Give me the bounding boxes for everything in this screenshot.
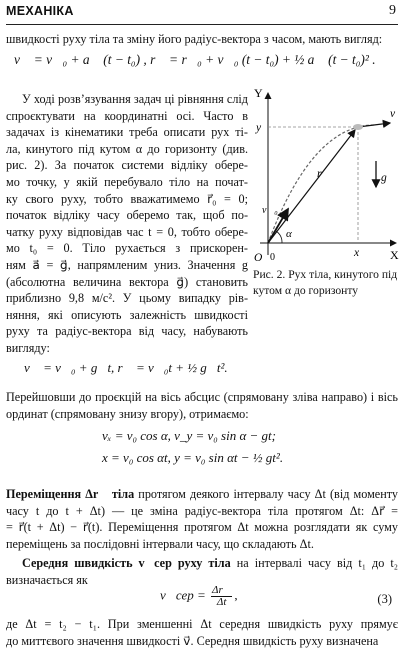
radius-vector-arrow	[268, 130, 355, 243]
avg-velocity-lhs: v⃗сер =	[160, 587, 206, 603]
zero-label: 0	[270, 252, 275, 263]
displacement-line-1: протягом деякого інтервалу часу Δt (від моменту	[138, 487, 398, 501]
para1-line: приблизно 9,8 м/с². У цьому випадку рів-	[6, 291, 248, 306]
page-number: 9	[389, 3, 396, 18]
fraction-numerator: Δr⃗	[212, 584, 232, 596]
intro-line: швидкості руху тіла та зміну його радіус-вектора з часом, мають вигляд:	[6, 32, 383, 46]
x-mark-label: x	[354, 247, 360, 259]
para1-line: ням a⃗ = g⃗, напрямленим униз. Значення g	[6, 257, 248, 272]
v0-vector-label: v⃗₀	[262, 205, 278, 216]
para1-line: рис. 2). За початок системи відліку обере-	[6, 158, 248, 173]
para1-line: ку свого руху, тобто вважатимемо r⃗₀ = 0;	[6, 191, 248, 206]
x-axis-label: X	[390, 248, 399, 262]
fraction-denominator: Δt	[216, 596, 227, 608]
para5-line: де Δt = t₂ − t₁. При зменшенні Δt середня швидкість руху прямує	[6, 617, 398, 631]
para1-line: (абсолютна величина вектора g⃗) становить	[6, 274, 248, 289]
figure-caption: Рис. 2. Рух тіла, кинутого під кутом α до горизонту	[253, 268, 398, 297]
y-axis-label: Y	[254, 86, 263, 100]
displacement-line-2: часу t до t + Δt) — це зміна радіус-вектора тіла протягом Δt: Δr⃗ =	[6, 503, 398, 518]
para1-line: мо t₀ = 0. Тіло рухається з прискорен-	[6, 241, 248, 256]
avg-velocity-comma: ,	[234, 587, 238, 603]
para2-line: Перейшовши до проєкцій на вісь абсцис (спрямовану зліва направо) і вісь	[6, 390, 398, 404]
para5-line: до миттєвого значення швидкості v⃗. Середня швидкість руху визначена	[6, 633, 379, 648]
equation-gravity: v⃗ = v⃗₀ + g⃗t, r⃗ = v⃗₀t + ½ g⃗t².	[24, 360, 228, 375]
term-average-velocity: Середня швидкість v⃗сер руху тіла	[22, 556, 231, 570]
para1-line: чатку руху відповідав час t = 0, тобто обере-	[6, 224, 248, 239]
para1-line: початок відліку часу оберемо так, щоб по-	[6, 208, 248, 223]
paragraph-displacement	[6, 486, 398, 552]
alpha-label: α	[286, 228, 292, 240]
equation-projection-velocity: vₓ = v₀ cos α, v_y = v₀ sin α − gt;	[102, 428, 276, 443]
paragraph-instantaneous	[6, 616, 398, 649]
v-vector-label: v⃗	[390, 108, 404, 120]
paragraph-projection	[6, 91, 248, 357]
body-point	[353, 124, 363, 130]
r-vector-label: r⃗	[317, 168, 331, 180]
trajectory-figure	[250, 85, 402, 265]
para1-line: руху та радіус-вектора від часу, набувають	[6, 324, 248, 339]
avg-velocity-fraction	[211, 585, 232, 608]
section-title: МЕХАНІКА	[6, 4, 74, 18]
equation-number: (3)	[377, 592, 392, 606]
average-velocity-line-1: на інтервалі часу від t₁ до t₂	[236, 556, 398, 570]
para2-line: ординат (спрямовану знизу вгору), отримаємо:	[6, 406, 249, 421]
y-mark-label: y	[256, 122, 262, 134]
para1-line: мо точку, у якій перебувало тіло на почат-	[6, 174, 248, 189]
alpha-arc	[276, 231, 282, 243]
equation-general: v⃗ = v⃗₀ + a⃗ (t − t₀) , r⃗ = r⃗₀ + v⃗₀ (t − t₀) + ½ a⃗ (t − t₀)² .	[14, 52, 376, 67]
para1-line: У ході розв’язування задач ці рівняння слід	[22, 92, 248, 106]
origin-label: O	[254, 252, 263, 264]
displacement-line-3: = r⃗(t + Δt) − r⃗(t). Переміщення протягом Δt можна розглядати як суму	[6, 520, 398, 535]
para1-line: няння, які описують залежність швидкості	[6, 307, 248, 322]
equation-average-velocity	[160, 585, 238, 608]
displacement-line-4: переміщень за послідовні інтервали часу, що складають Δt.	[6, 536, 314, 551]
paragraph-average-velocity	[6, 555, 398, 588]
para1-line: задачах із кінематики треба описати рух ті-	[6, 125, 248, 140]
g-vector-label: g⃗	[381, 172, 396, 184]
term-displacement: Переміщення Δr⃗ тіла	[6, 487, 135, 501]
para1-line: ла, кинутого під кутом α до горизонту (див.	[6, 141, 248, 156]
equation-projection-position: x = v₀ cos αt, y = v₀ sin αt − ½ gt².	[102, 450, 284, 465]
paragraph-axes	[6, 389, 398, 422]
para1-line: спроєктувати на координатні осі. Часто в	[6, 108, 248, 123]
para1-line: вигляду:	[6, 340, 50, 355]
average-velocity-line-2: визначається як	[6, 572, 88, 587]
page-header	[6, 2, 398, 25]
